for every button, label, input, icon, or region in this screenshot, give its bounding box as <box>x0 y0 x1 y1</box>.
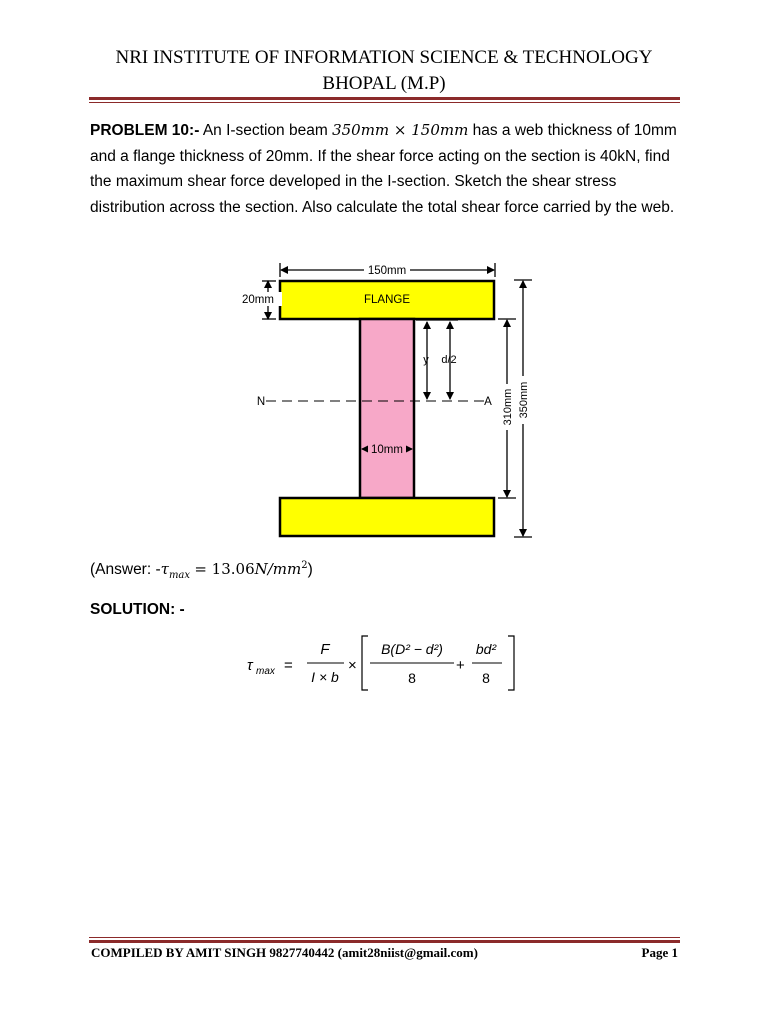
footer-rule <box>89 940 680 943</box>
problem-text-b: has a web thickness of 10mm and a flange thickness of 20mm. If the shear force acting on the section is 40kN, find the maximum shear force developed in the I-section. Sketch the shear stress distribution across the section. Also calculate the total shear force carried by the web. <box>90 122 677 216</box>
solution-label: SOLUTION: - <box>90 601 185 618</box>
answer-line: (Answer: $-\tau_{max} = 13.06N/mm^2$) <box>90 560 313 581</box>
width-label: 150mm <box>367 265 407 277</box>
neutral-axis-left-label: N <box>256 396 266 408</box>
y-label: y <box>423 354 429 366</box>
problem-statement <box>90 118 680 220</box>
shear-stress-formula <box>240 632 560 702</box>
footer-compiler: COMPILED BY AMIT SINGH 9827740442 (amit28niist@gmail.com) <box>91 945 478 960</box>
formula-frac3-den: 8 <box>482 670 490 686</box>
formula-lhs-sub: max <box>256 666 275 677</box>
formula-frac1-den: I × b <box>311 669 339 685</box>
header-rule-thin <box>89 102 680 103</box>
i-section-figure <box>0 250 768 550</box>
answer-value: = 13.06 <box>194 560 255 578</box>
footer-rule-thin <box>89 937 680 938</box>
half-depth-label: d/2 <box>441 354 457 366</box>
header-rule <box>89 97 680 100</box>
formula-times: × <box>348 657 357 674</box>
formula-frac1-num: F <box>320 641 330 658</box>
problem-dims-math: 350mm × 150mm <box>332 121 469 139</box>
answer-unit: N/mm <box>254 560 302 578</box>
formula-plus: + <box>456 657 465 674</box>
problem-label: PROBLEM 10:- <box>90 122 200 139</box>
header-location: BHOPAL (M.P) <box>322 73 446 94</box>
svg-text:=: = <box>284 657 293 674</box>
answer-prefix: (Answer: - <box>90 561 161 578</box>
flange-thickness-label: 20mm <box>242 294 274 306</box>
formula-frac3-num: bd² <box>475 641 497 657</box>
formula-frac2-num: B(D² − d²) <box>381 641 443 657</box>
problem-text-a: An I-section beam <box>199 122 333 139</box>
flange-label: FLANGE <box>363 294 411 306</box>
formula-lhs: τ <box>247 657 253 674</box>
inner-depth-label: 310mm <box>502 388 514 426</box>
neutral-axis-right-label: A <box>484 396 492 408</box>
answer-suffix: ) <box>307 561 313 578</box>
web-thickness-label: 10mm <box>371 444 403 456</box>
bottom-flange <box>280 498 494 536</box>
overall-depth-label: 350mm <box>518 381 530 419</box>
web <box>360 319 414 498</box>
page-number: Page 1 <box>641 945 678 960</box>
formula-frac2-den: 8 <box>408 670 416 686</box>
header-institute-name: NRI INSTITUTE OF INFORMATION SCIENCE & TECHNOLOGY <box>115 47 653 68</box>
